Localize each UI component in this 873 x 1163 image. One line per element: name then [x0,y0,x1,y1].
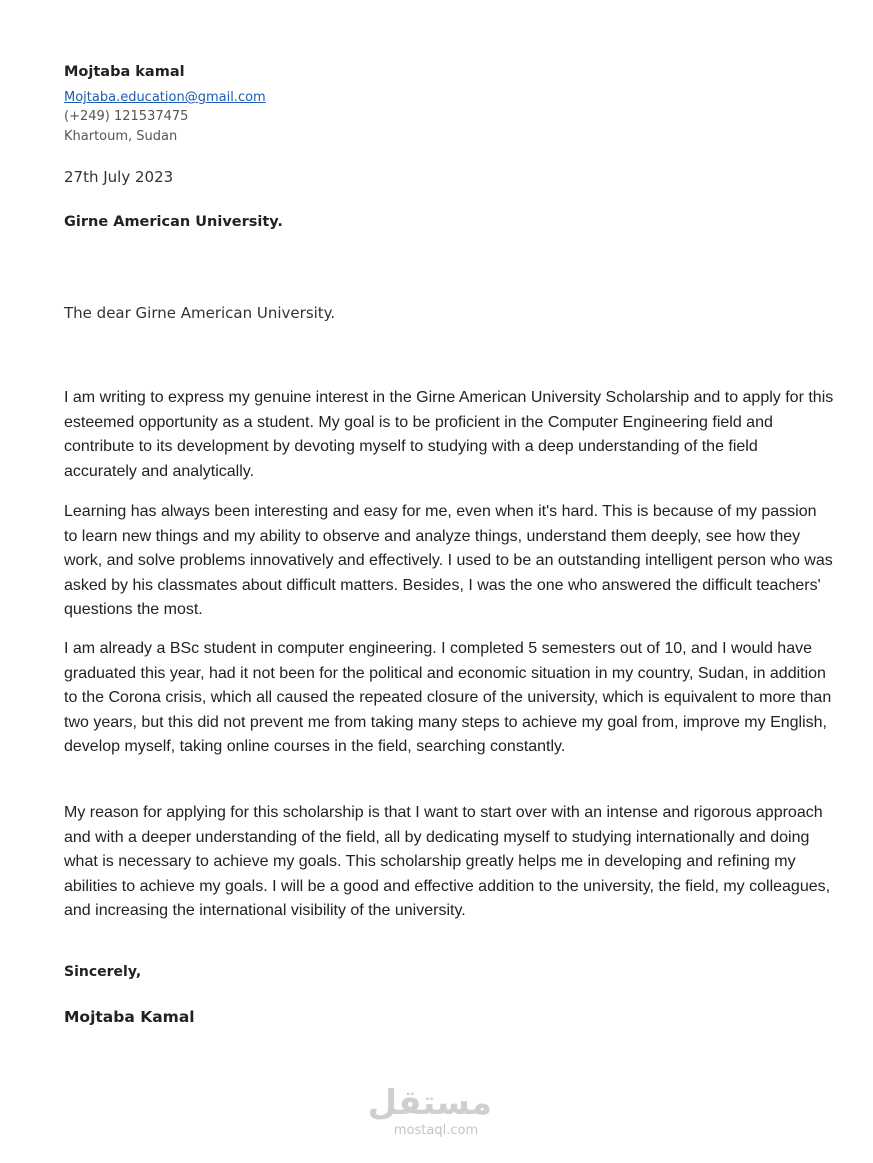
closing: Sincerely, [64,964,142,980]
signature-name: Mojtaba Kamal [64,1008,195,1026]
watermark-url: mostaql.com [393,1123,479,1138]
watermark [367,1083,492,1139]
salutation: The dear Girne American University. [64,304,336,322]
sender-phone: (+249) 121537475 [64,109,189,124]
body-paragraph-2: Learning has always been interesting and easy for me, even when it's hard. This is because of my passion to learn new things and my ability to observe and analyze things, understand them deeply, see how they work, and solve problems innovatively and effectively. I used to be an outstanding intelligent person who was asked by his classmates about difficult matters. Besides, I was the one who answered the difficult teachers' questions the most. [64,503,833,618]
body-paragraph-3: I am already a BSc student in computer engineering. I completed 5 semesters out of 10, and I would have graduated this year, had it not been for the political and economic situation in my country, Sudan, in addition to the Corona crisis, which all caused the repeated closure of the university, which is equivalent to more than two years, but this did not prevent me from taking many steps to achieve my goal from, improve my English, develop myself, taking online courses in the field, searching constantly. [64,640,832,755]
recipient-name: Girne American University. [64,214,283,230]
sender-location: Khartoum, Sudan [64,129,178,144]
sender-name: Mojtaba kamal [64,64,185,80]
body-paragraph-1: I am writing to express my genuine interest in the Girne American University Scholarship and to apply for this esteemed opportunity as a student. My goal is to be proficient in the Computer Engineering field and contribute to its development by devoting myself to studying with a deep understanding of the field accurately and analytically. [64,389,834,480]
sender-email-link[interactable]: Mojtaba.education@gmail.com [64,90,266,105]
letter-date: 27th July 2023 [64,168,174,186]
watermark-logo: مستقل [367,1083,492,1123]
body-paragraph-4: My reason for applying for this scholarship is that I want to start over with an intense and rigorous approach and with a deeper understanding of the field, all by dedicating myself to studying internationally and doing what is necessary to achieve my goals. This scholarship greatly helps me in developing and refining my abilities to achieve my goals. I will be a good and effective addition to the university, the field, my colleagues, and increasing the international visibility of the university. [64,804,831,919]
